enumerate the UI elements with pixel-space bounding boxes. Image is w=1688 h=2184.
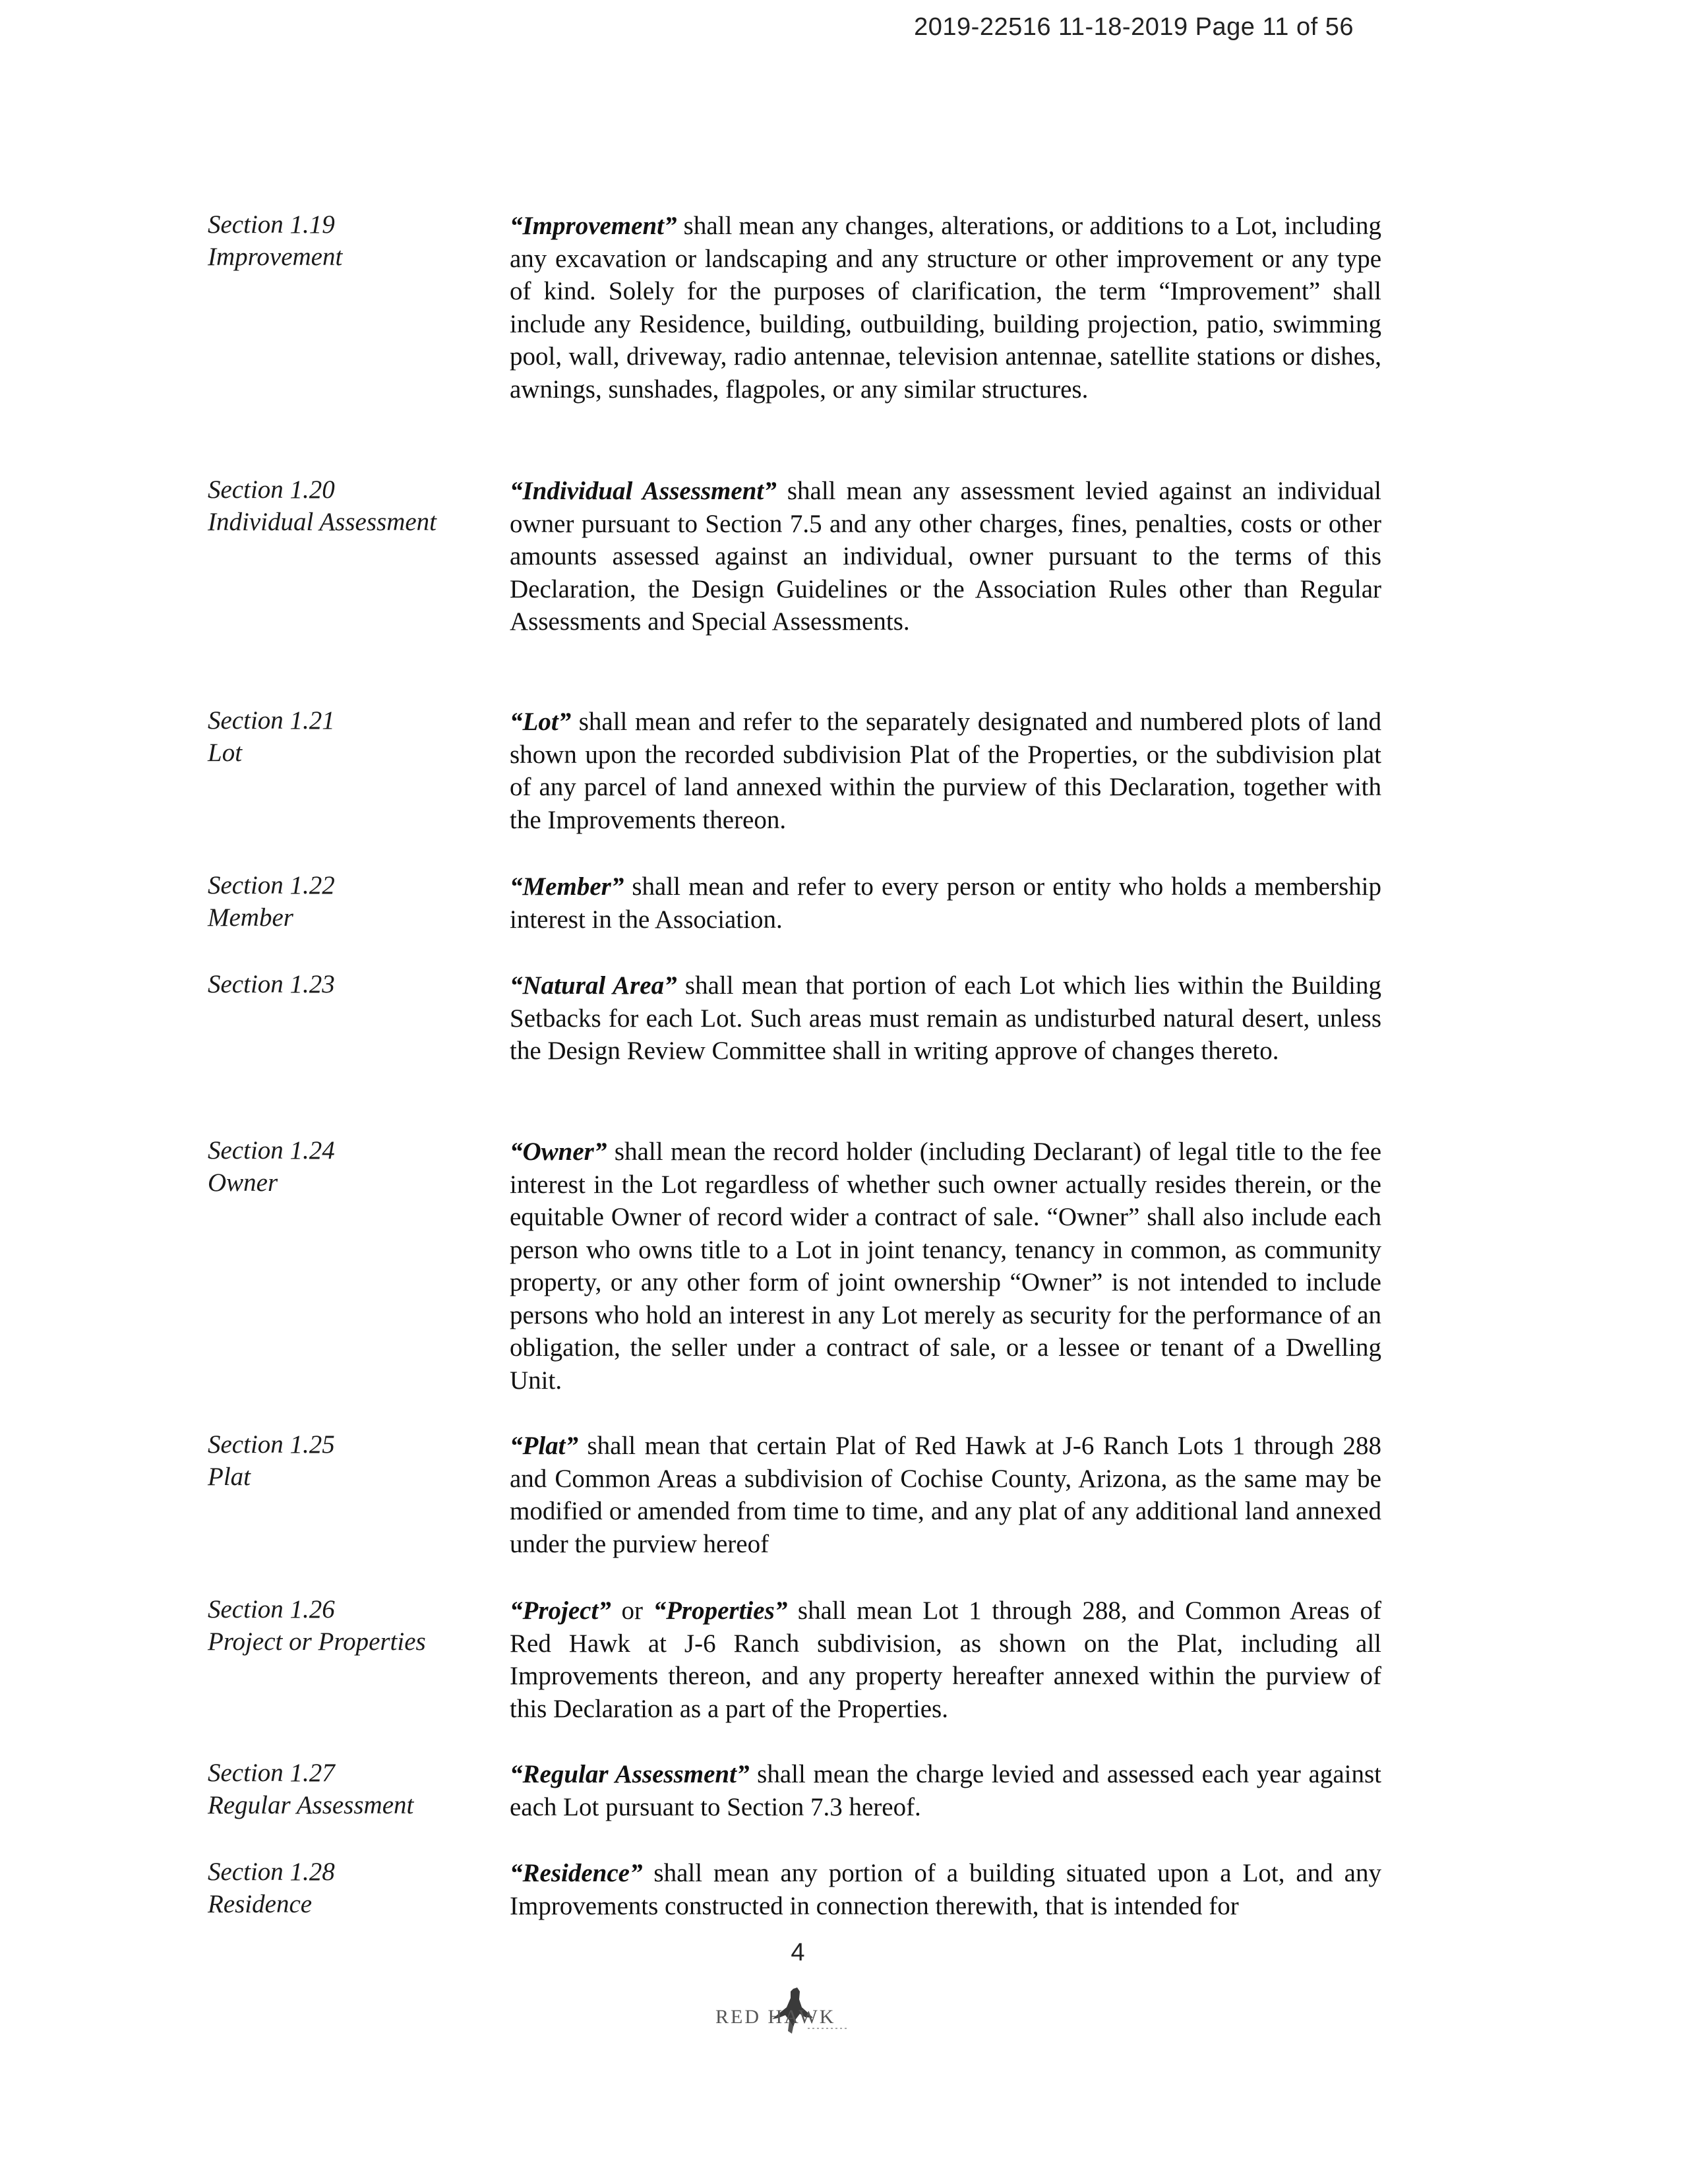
definition-text: shall mean Lot 1 through 288, and Common Areas of Red Hawk at J-6 Ranch subdivision, as shown on the Plat, including all Improvements thereon, and any property hereafter annexed within the purview of this Declaration as a part of the Properties. [510, 1596, 1381, 1723]
definition-text: shall mean any changes, alterations, or additions to a Lot, including any excavation or landscaping and any structure or other improvement or any type of kind. Solely for the purposes of clarification, the term “Improvement” shall include any Residence, building, outbuilding, building projection, patio, swimming pool, wall, driveway, radio antennae, television antennae, satellite stations or dishes, awnings, sunshades, flagpoles, or any similar structures. [510, 212, 1381, 404]
section-number: Section 1.24 [208, 1136, 335, 1165]
section-definition [510, 1136, 1381, 1397]
section-number: Section 1.28 [208, 1858, 335, 1886]
section-number: Section 1.21 [208, 706, 335, 735]
section-label [208, 968, 498, 1000]
defined-term: “Plat” [510, 1432, 578, 1460]
page-number: 4 [791, 1939, 805, 1966]
section-label [208, 704, 498, 769]
section-label [208, 208, 498, 273]
section-title: Improvement [208, 243, 343, 271]
section-label [208, 473, 498, 538]
section-label [208, 869, 498, 934]
hawk-logo-icon [709, 1985, 893, 2044]
section-number: Section 1.23 [208, 970, 335, 998]
defined-term: “Owner” [510, 1138, 607, 1166]
section-label [208, 1757, 498, 1821]
section-title: Individual Assessment [208, 508, 437, 536]
section-number: Section 1.25 [208, 1430, 335, 1459]
section-title: Lot [208, 739, 243, 767]
definition-text: shall mean and refer to the separately designated and numbered plots of land shown upon the recorded subdivision Plat of the Properties, or the subdivision plat of any parcel of land annexed within the purview of this Declaration, together with the Improvements thereon. [510, 708, 1381, 834]
definition-text: shall mean and refer to every person or entity who holds a membership interest in the Association. [510, 872, 1381, 934]
definition-text: shall mean the record holder (including Declarant) of legal title to the fee interest in the Lot regardless of whether such owner actually resides therein, or the equitable Owner of record wider a contract of sale. “Owner” shall also include each person who owns title to a Lot in joint tenancy, tenancy in common, as community property, or any other form of joint ownership “Owner” is not intended to include persons who hold an interest in any Lot merely as security for the performance of an obligation, the seller under a contract of sale, or a lessee or tenant of a Dwelling Unit. [510, 1138, 1381, 1395]
section-label [208, 1593, 498, 1658]
section-title: Regular Assessment [208, 1791, 414, 1819]
section-definition [510, 210, 1381, 406]
section-definition [510, 706, 1381, 836]
section-definition [510, 1758, 1381, 1823]
section-label [208, 1428, 498, 1493]
definition-text: shall mean that certain Plat of Red Hawk at J-6 Ranch Lots 1 through 288 and Common Areas a subdivision of Cochise County, Arizona, as the same may be modified or amended from time to time, and any plat of any additional land annexed under the purview hereof [510, 1432, 1381, 1558]
defined-term: “Residence” [510, 1859, 643, 1887]
section-number: Section 1.26 [208, 1595, 335, 1623]
section-definition [510, 870, 1381, 936]
defined-term: “Member” [510, 872, 624, 901]
recording-stamp: 2019-22516 11-18-2019 Page 11 of 56 [914, 13, 1354, 41]
section-title: Plat [208, 1463, 251, 1491]
section-definition [510, 1857, 1381, 1922]
section-number: Section 1.22 [208, 871, 335, 899]
definition-text: shall mean the charge levied and assessed each year against each Lot pursuant to Section 7.3 hereof. [510, 1760, 1382, 1821]
definition-text: shall mean that portion of each Lot which lies within the Building Setbacks for each Lot. Such areas must remain as undisturbed natural desert, unless the Design Review Committee shall in writing approve of changes thereto. [510, 971, 1381, 1065]
defined-term: “Individual Assessment” [510, 477, 777, 505]
section-number: Section 1.27 [208, 1759, 335, 1787]
defined-term: “Natural Area” [510, 971, 677, 1000]
section-definition [510, 1430, 1381, 1560]
defined-term: “Improvement” [510, 212, 677, 240]
defined-term: “Lot” [510, 708, 572, 736]
definition-connector: or [611, 1596, 653, 1625]
section-number: Section 1.19 [208, 210, 335, 239]
defined-term: “Project” [510, 1596, 611, 1625]
defined-term: “Properties” [653, 1596, 788, 1625]
section-title: Project or Properties [208, 1627, 426, 1656]
section-label [208, 1134, 498, 1199]
section-title: Residence [208, 1890, 313, 1918]
definition-text: shall mean any assessment levied against an individual owner pursuant to Section 7.5 and any other charges, fines, penalties, costs or other amounts assessed against an individual, owner pursuant to the terms of this Declaration, the Design Guidelines or the Association Rules other than Regular Assessments and Special Assessments. [510, 477, 1381, 636]
section-title: Member [208, 903, 293, 932]
section-number: Section 1.20 [208, 475, 335, 504]
section-title: Owner [208, 1168, 278, 1197]
section-label [208, 1856, 498, 1920]
section-definition [510, 969, 1381, 1068]
definition-text: shall mean any portion of a building situated upon a Lot, and any Improvements constructed in connection therewith, that is intended for [510, 1859, 1381, 1920]
defined-term: “Regular Assessment” [510, 1760, 750, 1788]
section-definition [510, 475, 1381, 638]
section-definition [510, 1594, 1381, 1725]
logo-wordmark: RED HAWK [715, 2006, 836, 2028]
